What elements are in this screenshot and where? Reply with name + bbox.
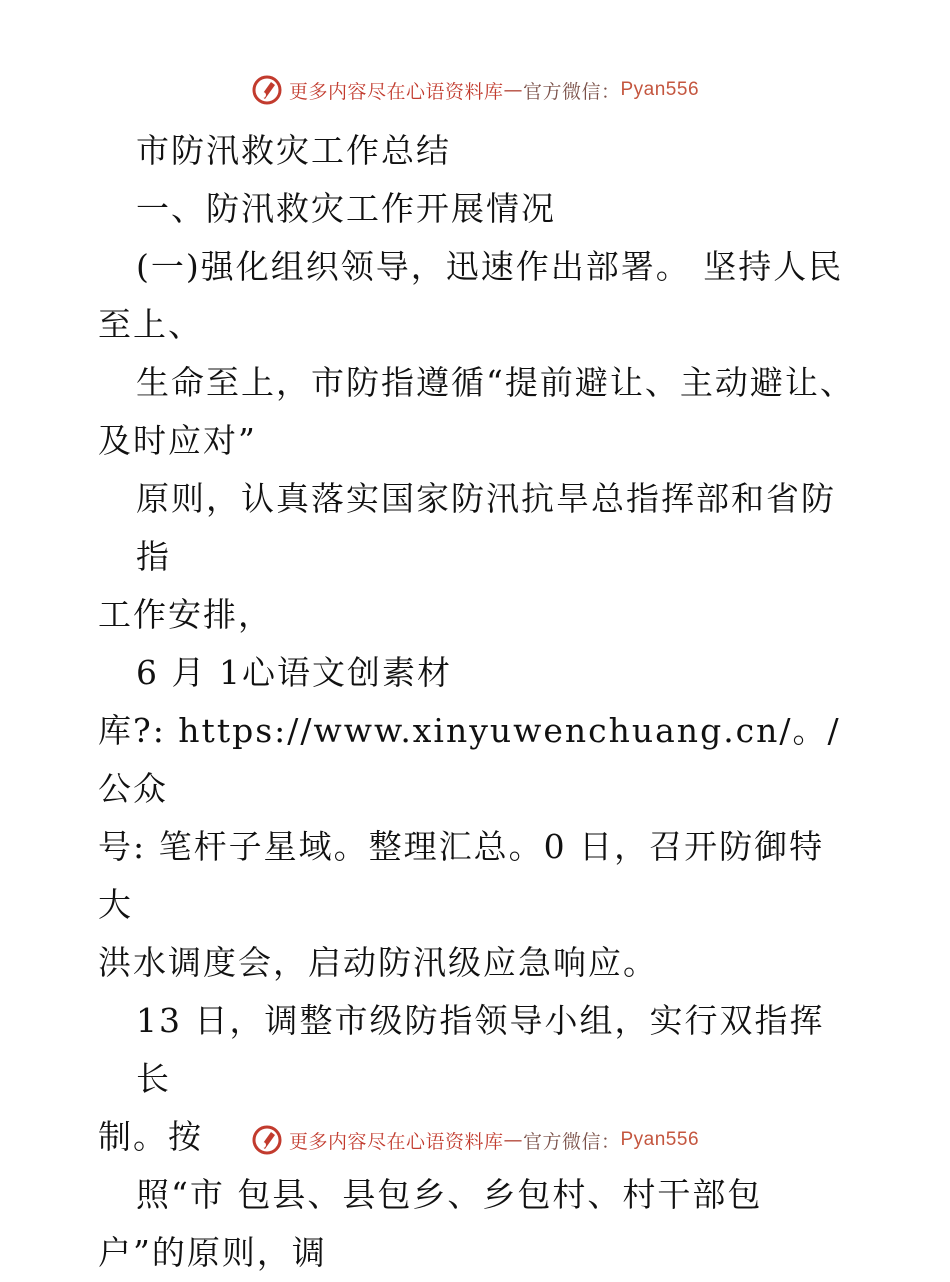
banner-text: 更多内容尽在心语资料库: [288, 80, 504, 103]
banner-wechat-label: 官方微信：: [522, 80, 621, 103]
text-line: 6 月 1心语文创素材: [136, 653, 452, 692]
text-line: 号: 笔杆子星域。整理汇总。0 日，召开防御特大: [98, 827, 825, 924]
document-body: [98, 122, 858, 1282]
text-line: 至上、: [98, 305, 203, 344]
text-line: 生命至上，市防指遵循“提前避让、主动避让、: [136, 363, 855, 402]
banner-dash: —: [503, 79, 523, 101]
text-line: 库?: https://www.xinyuwenchuang.cn/。/公众: [98, 711, 841, 808]
text-line: 一、防汛救灾工作开展情况: [136, 189, 556, 228]
pen-circle-icon: [251, 1124, 283, 1156]
pen-circle-icon: [251, 74, 283, 106]
text-line: (一)强化组织领导，迅速作出部署。 坚持人民: [136, 247, 844, 286]
banner-dash: —: [503, 1129, 523, 1151]
banner-text: 更多内容尽在心语资料库: [288, 1130, 504, 1153]
footer-banner: [0, 1120, 950, 1160]
header-banner: [0, 70, 950, 110]
text-line: 户”的原则，调: [98, 1233, 327, 1272]
text-line: 市防汛救灾工作总结: [136, 131, 451, 170]
text-line: 13 日，调整市级防指领导小组，实行双指挥长: [136, 1001, 825, 1098]
banner-handle: Pyan556: [620, 79, 700, 100]
text-line: 制。按: [98, 1117, 203, 1156]
text-line: 洪水调度会，启动防汛级应急响应。: [98, 943, 658, 982]
banner-handle: Pyan556: [620, 1129, 700, 1150]
text-line: 工作安排，: [98, 595, 273, 634]
text-line: 及时应对”: [98, 421, 257, 460]
text-line: 原则，认真落实国家防汛抗旱总指挥部和省防指: [136, 479, 836, 576]
text-line: 照“市 包县、县包乡、乡包村、村干部包: [136, 1175, 763, 1214]
banner-wechat-label: 官方微信：: [522, 1130, 621, 1153]
